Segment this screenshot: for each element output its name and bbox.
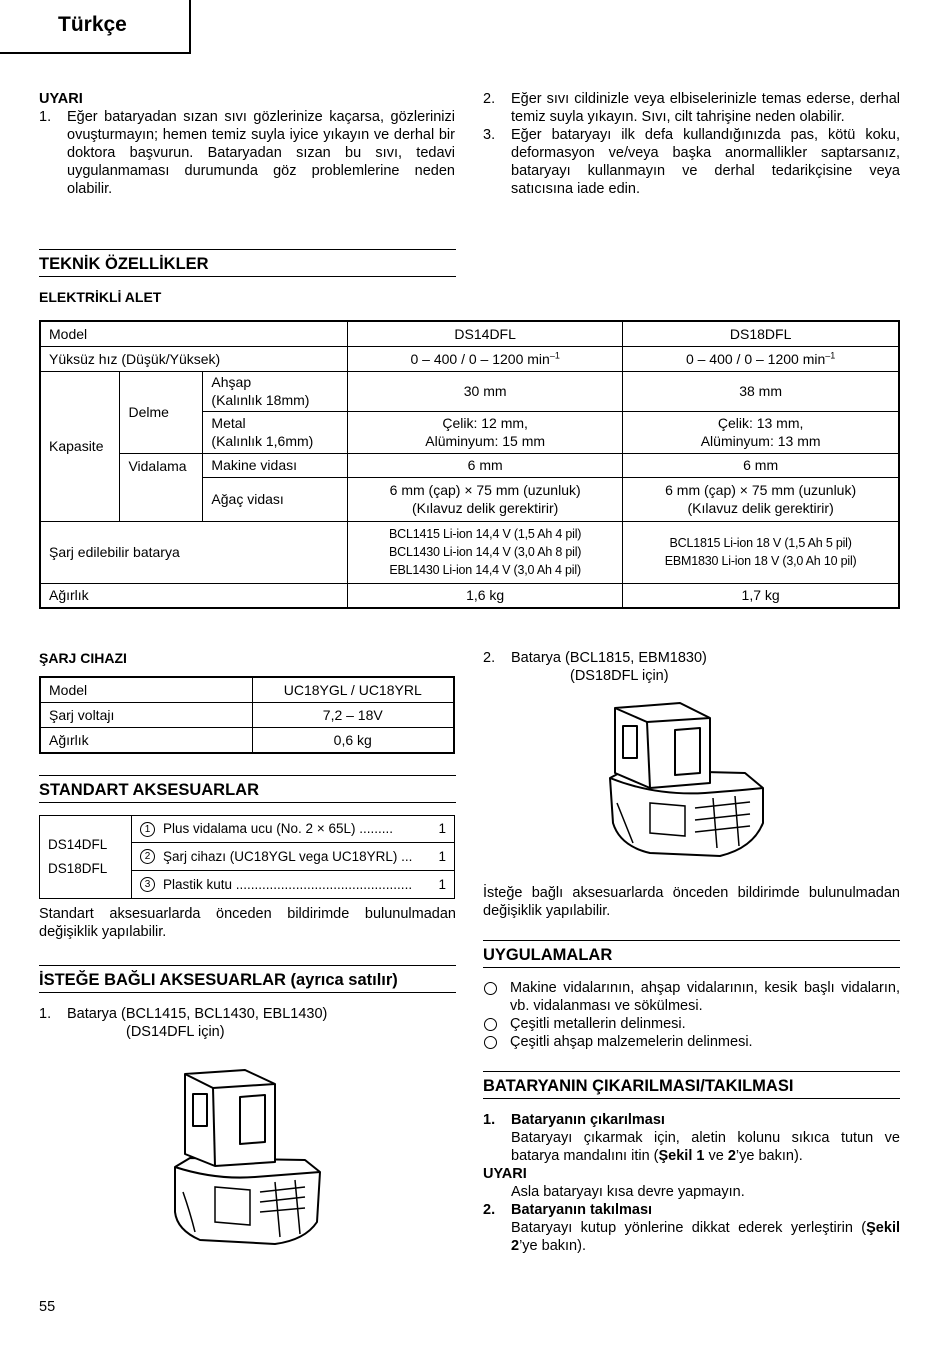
speed-label: Yüksüz hız (Düşük/Yüksek) xyxy=(40,346,348,371)
battery-a-2: BCL1430 Li-ion 14,4 V (3,0 Ah 8 pil) xyxy=(389,545,582,559)
charger-table xyxy=(39,676,455,754)
machine-screw-b: 6 mm xyxy=(623,453,899,477)
wood-screw-label: Ağaç vidası xyxy=(203,477,348,521)
wood-thickness: (Kalınlık 18mm) xyxy=(211,392,310,408)
warning-title: UYARI xyxy=(39,91,83,107)
step-1-heading xyxy=(483,1111,900,1129)
step-title: Bataryanın takılması xyxy=(511,1202,653,1218)
accessory-model: DS18DFL xyxy=(48,861,108,876)
screw-label: Vidalama xyxy=(120,453,203,521)
metal-label: Metal xyxy=(211,415,246,431)
warning-item-text: Eğer sıvı cildinizle veya elbiselerinizle temas ederse, derhal temiz suyla yıkayın. Sıvı, cilt tahrişine neden olabilir. xyxy=(511,91,900,125)
page-number: 55 xyxy=(39,1299,56,1315)
charger-heading: ŞARJ CIHAZI xyxy=(39,650,127,666)
spec-table xyxy=(39,320,900,609)
optional-accessories-heading: İSTEĞE BAĞLI AKSESUARLAR (ayrıca satılır) xyxy=(39,965,456,993)
battery-removal-section xyxy=(483,1111,900,1255)
metal-b-steel: Çelik: 13 mm, xyxy=(717,415,804,431)
battery-14v-illustration xyxy=(155,1062,330,1247)
optional-item-sub: (DS14DFL için) xyxy=(126,1024,225,1040)
step-num: 2. xyxy=(483,1202,496,1218)
speed-a xyxy=(348,346,623,371)
accessory-table xyxy=(39,815,455,899)
wood-screw-a-size: 6 mm (çap) × 75 mm (uzunluk) xyxy=(389,482,581,498)
machine-screw-a: 6 mm xyxy=(348,453,623,477)
accessory-model: DS14DFL xyxy=(48,837,108,852)
warning-item-3 xyxy=(483,126,900,198)
application-text: Makine vidalarının, ahşap vidalarının, kesik başlı vidaların, vb. vidalanması ve sökülmesi. xyxy=(510,980,900,1014)
wood-screw-b xyxy=(623,477,899,521)
step-title: Bataryanın çıkarılması xyxy=(511,1112,665,1128)
charger-value: 0,6 kg xyxy=(252,728,454,754)
optional-item-num: 1. xyxy=(39,1006,52,1022)
item-number-icon: 3 xyxy=(140,877,155,892)
table-row xyxy=(40,371,899,411)
charger-label: Ağırlık xyxy=(40,728,252,754)
charger-label: Şarj voltajı xyxy=(40,703,252,728)
optional-item-num: 2. xyxy=(483,650,496,666)
optional-item-text: Batarya (BCL1815, EBM1830) xyxy=(511,650,707,666)
list-item xyxy=(483,979,900,1015)
wood-a: 30 mm xyxy=(348,371,623,411)
step-text: Bataryayı kutup yönlerine dikkat ederek yerleştirin ( xyxy=(511,1220,867,1236)
metal-cell xyxy=(203,411,348,453)
model-label: Model xyxy=(40,321,348,346)
warning-item-2 xyxy=(483,90,900,126)
removal-warning-text: Asla bataryayı kısa devre yapmayın. xyxy=(511,1184,745,1200)
battery-a-3: EBL1430 Li-ion 14,4 V (3,0 Ah 4 pil) xyxy=(389,563,581,577)
model-a: DS14DFL xyxy=(348,321,623,346)
removal-warning-title: UYARI xyxy=(483,1166,527,1182)
figure-ref: Şekil 2 xyxy=(511,1220,900,1254)
accessory-item xyxy=(132,843,455,871)
accessory-models xyxy=(40,816,132,899)
table-row xyxy=(40,346,899,371)
applications-list xyxy=(483,979,900,1051)
table-row xyxy=(40,728,454,754)
metal-a xyxy=(348,411,623,453)
specs-subheading: ELEKTRİKLİ ALET xyxy=(39,289,162,305)
language-tab xyxy=(0,0,191,54)
application-text: Çeşitli ahşap malzemelerin delinmesi. xyxy=(510,1034,753,1050)
table-row xyxy=(40,583,899,608)
warning-item-text: Eğer bataryayı ilk defa kullandığınızda pas, kötü koku, deformasyon ve/veya başka anormallikler saptarsanız, bataryayı kullanmayın ve derhal tedarikçisine veya satıcısına iade edin. xyxy=(511,127,900,197)
capacity-label: Kapasite xyxy=(40,371,120,521)
accessory-qty: 1 xyxy=(438,876,446,892)
battery-b-1: BCL1815 Li-ion 18 V (1,5 Ah 5 pil) xyxy=(669,536,852,550)
wood-label: Ahşap xyxy=(211,374,252,390)
standard-accessories-note: Standart aksesuarlarda önceden bildirimde bulunulmadan değişiklik yapılabilir. xyxy=(39,906,456,940)
wood-screw-b-note: (Kılavuz delik gerektirir) xyxy=(687,500,834,516)
charger-value: UC18YGL / UC18YRL xyxy=(252,677,454,703)
battery-18v-illustration xyxy=(595,698,770,868)
drill-label: Delme xyxy=(120,371,203,453)
warning-right xyxy=(483,90,900,198)
warning-item-text: Eğer bataryadan sızan sıvı gözlerinize kaçarsa, gözlerinizi ovuşturmayın; hemen temiz suyla iyice yıkayın ve derhal bir doktora başvurun. Bataryadan sızan bu sıvı, tedavi uygulanmaması durumunda göz problemlerine neden olabilir. xyxy=(67,109,455,197)
accessory-item xyxy=(132,871,455,899)
figure-ref: Şekil 1 xyxy=(658,1148,705,1164)
circle-bullet-icon xyxy=(484,982,497,995)
step-text: ve xyxy=(704,1148,728,1164)
accessory-qty: 1 xyxy=(438,848,446,864)
charger-label: Model xyxy=(40,677,252,703)
metal-thickness: (Kalınlık 1,6mm) xyxy=(211,433,314,449)
warning-item-num: 3. xyxy=(483,127,496,143)
speed-a-exp: –1 xyxy=(549,349,560,360)
accessory-text: Plus vidalama ucu (No. 2 × 65L) ......... xyxy=(163,821,393,836)
speed-b xyxy=(623,346,899,371)
accessory-text: Şarj cihazı (UC18YGL vega UC18YRL) ... xyxy=(163,848,413,864)
applications-heading: UYGULAMALAR xyxy=(483,940,900,968)
list-item xyxy=(483,1015,900,1033)
optional-item-2 xyxy=(483,649,900,685)
wood-cell xyxy=(203,371,348,411)
item-number-icon: 2 xyxy=(140,849,155,864)
table-row xyxy=(40,453,899,477)
warning-item-num: 1. xyxy=(39,109,52,125)
weight-label: Ağırlık xyxy=(40,583,348,608)
application-text: Çeşitli metallerin delinmesi. xyxy=(510,1016,686,1032)
accessory-qty: 1 xyxy=(438,821,446,836)
list-item xyxy=(483,1033,900,1051)
optional-item-sub: (DS18DFL için) xyxy=(570,668,669,684)
table-row xyxy=(40,321,899,346)
warning-item-num: 2. xyxy=(483,91,496,107)
speed-a-value: 0 – 400 / 0 – 1200 min xyxy=(410,350,550,367)
metal-a-alu: Alüminyum: 15 mm xyxy=(425,433,546,449)
metal-b xyxy=(623,411,899,453)
table-row xyxy=(40,816,455,843)
step-text: ’ye bakın). xyxy=(519,1238,586,1254)
step-2-heading xyxy=(483,1201,900,1219)
step-text: Bataryayı çıkarmak için, aletin kolunu sıkıca tutun ve batarya mandalını itin ( xyxy=(511,1130,900,1164)
battery-removal-heading: BATARYANIN ÇIKARILMASI/TAKILMASI xyxy=(483,1071,900,1099)
step-text: ’ye bakın). xyxy=(735,1148,803,1164)
machine-screw-label: Makine vidası xyxy=(203,453,348,477)
circle-bullet-icon xyxy=(484,1018,497,1031)
step-1-text xyxy=(483,1129,900,1165)
table-row xyxy=(40,677,454,703)
optional-item-1 xyxy=(39,1005,456,1041)
step-num: 1. xyxy=(483,1112,496,1128)
metal-b-alu: Alüminyum: 13 mm xyxy=(700,433,821,449)
battery-a-1: BCL1415 Li-ion 14,4 V (1,5 Ah 4 pil) xyxy=(389,527,582,541)
battery-label: Şarj edilebilir batarya xyxy=(40,521,348,583)
weight-b: 1,7 kg xyxy=(623,583,899,608)
wood-b: 38 mm xyxy=(623,371,899,411)
language-label: Türkçe xyxy=(58,13,127,36)
weight-a: 1,6 kg xyxy=(348,583,623,608)
warning-left xyxy=(39,90,455,198)
specs-heading: TEKNİK ÖZELLİKLER xyxy=(39,249,456,277)
table-row xyxy=(40,703,454,728)
metal-a-steel: Çelik: 12 mm, xyxy=(442,415,528,431)
speed-b-value: 0 – 400 / 0 – 1200 min xyxy=(685,350,826,367)
accessory-item xyxy=(132,816,455,843)
standard-accessories-heading: STANDART AKSESUARLAR xyxy=(39,775,456,803)
optional-item-text: Batarya (BCL1415, BCL1430, EBL1430) xyxy=(67,1006,328,1022)
wood-screw-a xyxy=(348,477,623,521)
item-number-icon: 1 xyxy=(140,822,155,837)
figure-ref: 2 xyxy=(727,1148,736,1164)
charger-value: 7,2 – 18V xyxy=(252,703,454,728)
accessory-text: Plastik kutu ............................................... xyxy=(163,876,413,892)
step-2-text xyxy=(483,1219,900,1255)
battery-a xyxy=(348,521,623,583)
wood-screw-b-size: 6 mm (çap) × 75 mm (uzunluk) xyxy=(665,482,857,498)
speed-b-exp: –1 xyxy=(825,349,836,360)
optional-accessories-note: İsteğe bağlı aksesuarlarda önceden bildirimde bulunulmadan değişiklik yapılabilir. xyxy=(483,885,900,919)
circle-bullet-icon xyxy=(484,1036,497,1049)
battery-b-2: EBM1830 Li-ion 18 V (3,0 Ah 10 pil) xyxy=(664,554,857,568)
model-b: DS18DFL xyxy=(623,321,899,346)
battery-b xyxy=(623,521,899,583)
table-row xyxy=(40,521,899,583)
warning-item-1 xyxy=(39,108,455,198)
wood-screw-a-note: (Kılavuz delik gerektirir) xyxy=(412,500,559,516)
